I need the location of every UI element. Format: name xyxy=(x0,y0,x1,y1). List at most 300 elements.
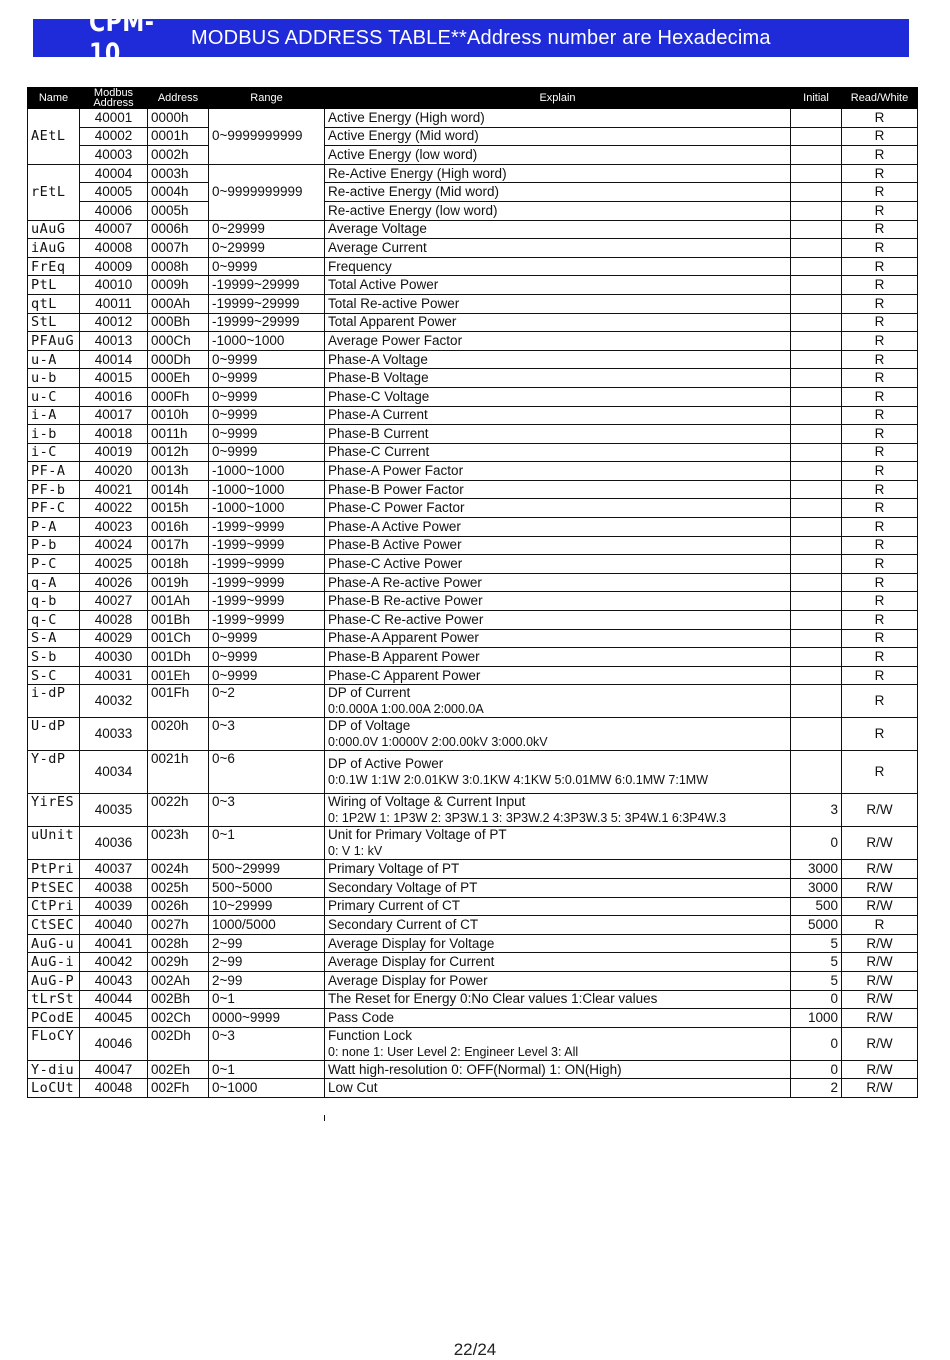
hex-address: 0008h xyxy=(148,257,209,276)
hex-address: 000Ah xyxy=(148,294,209,313)
read-write: R xyxy=(842,369,918,388)
modbus-address: 40011 xyxy=(80,294,148,313)
modbus-address: 40018 xyxy=(80,425,148,444)
explain-text: Phase-A Current xyxy=(325,406,791,425)
value-range: -19999~29999 xyxy=(209,276,325,295)
modbus-address: 40030 xyxy=(80,648,148,667)
value-range: 0~9999 xyxy=(209,666,325,685)
explain-text: Re-Active Energy (High word) xyxy=(325,164,791,183)
value-range: 0~9999 xyxy=(209,443,325,462)
read-write: R/W xyxy=(842,1079,918,1098)
value-range: 500~29999 xyxy=(209,860,325,879)
value-range: 0~6 xyxy=(209,751,325,794)
table-row xyxy=(28,555,918,574)
table-row xyxy=(28,827,918,860)
explain-text: Average Power Factor xyxy=(325,332,791,351)
hex-address: 0018h xyxy=(148,555,209,574)
display-symbol: q-C xyxy=(28,611,80,630)
initial-value: 0 xyxy=(791,990,842,1009)
display-symbol: LoCUt xyxy=(28,1079,80,1098)
explain-text xyxy=(325,827,791,860)
display-symbol: PtPri xyxy=(28,860,80,879)
modbus-address: 40044 xyxy=(80,990,148,1009)
initial-value xyxy=(791,146,842,165)
explain-title: Unit for Primary Voltage of PT xyxy=(328,827,507,843)
value-range: 0~9999 xyxy=(209,350,325,369)
initial-value xyxy=(791,257,842,276)
table-row xyxy=(28,239,918,258)
read-write: R xyxy=(842,629,918,648)
explain-text: Phase-C Voltage xyxy=(325,387,791,406)
col-header-modbus: Modbus Address xyxy=(80,88,148,109)
display-symbol: S-C xyxy=(28,666,80,685)
modbus-address: 40038 xyxy=(80,879,148,898)
table-row xyxy=(28,1060,918,1079)
read-write: R xyxy=(842,257,918,276)
hex-address: 0022h xyxy=(148,794,209,827)
table-row xyxy=(28,648,918,667)
modbus-address: 40013 xyxy=(80,332,148,351)
modbus-address: 40005 xyxy=(80,183,148,202)
modbus-address: 40003 xyxy=(80,146,148,165)
initial-value xyxy=(791,555,842,574)
modbus-address: 40015 xyxy=(80,369,148,388)
col-header-address: Address xyxy=(148,88,209,109)
table-row xyxy=(28,294,918,313)
read-write: R xyxy=(842,387,918,406)
hex-address: 001Eh xyxy=(148,666,209,685)
display-symbol: i-b xyxy=(28,425,80,444)
hex-address: 002Fh xyxy=(148,1079,209,1098)
display-symbol: AEtL xyxy=(28,109,80,165)
modbus-address: 40031 xyxy=(80,666,148,685)
hex-address: 0001h xyxy=(148,127,209,146)
hex-address: 0004h xyxy=(148,183,209,202)
value-range: -1999~9999 xyxy=(209,592,325,611)
explain-text: Phase-B Current xyxy=(325,425,791,444)
modbus-address: 40007 xyxy=(80,220,148,239)
hex-address: 0021h xyxy=(148,751,209,794)
value-range: 0~9999999999 xyxy=(209,164,325,220)
initial-value xyxy=(791,164,842,183)
display-symbol: i-dP xyxy=(28,685,80,718)
table-row xyxy=(28,146,918,165)
value-range: 0~9999 xyxy=(209,257,325,276)
read-write: R xyxy=(842,239,918,258)
value-range: 1000/5000 xyxy=(209,916,325,935)
explain-text: Average Display for Current xyxy=(325,953,791,972)
explain-text: Phase-B Power Factor xyxy=(325,480,791,499)
explain-text xyxy=(325,794,791,827)
explain-text xyxy=(325,751,791,794)
display-symbol: FrEq xyxy=(28,257,80,276)
table-row xyxy=(28,971,918,990)
hex-address: 0009h xyxy=(148,276,209,295)
modbus-address: 40039 xyxy=(80,897,148,916)
display-symbol: StL xyxy=(28,313,80,332)
explain-text: Low Cut xyxy=(325,1079,791,1098)
explain-text: The Reset for Energy 0:No Clear values 1:Clear values xyxy=(325,990,791,1009)
read-write: R/W xyxy=(842,1009,918,1028)
modbus-address: 40022 xyxy=(80,499,148,518)
table-row xyxy=(28,387,918,406)
explain-title: Wiring of Voltage & Current Input xyxy=(328,794,526,810)
initial-value: 1000 xyxy=(791,1009,842,1028)
value-range: 0~1 xyxy=(209,1060,325,1079)
read-write: R xyxy=(842,916,918,935)
hex-address: 0020h xyxy=(148,718,209,751)
explain-text: Phase-A Power Factor xyxy=(325,462,791,481)
table-row xyxy=(28,518,918,537)
display-symbol: PCodE xyxy=(28,1009,80,1028)
explain-options: 0: none 1: User Level 2: Engineer Level 3: All xyxy=(328,1044,579,1059)
display-symbol: P-A xyxy=(28,518,80,537)
initial-value xyxy=(791,443,842,462)
display-symbol: PF-C xyxy=(28,499,80,518)
explain-title: Function Lock xyxy=(328,1027,413,1043)
value-range: -1999~9999 xyxy=(209,555,325,574)
hex-address: 0015h xyxy=(148,499,209,518)
table-row xyxy=(28,443,918,462)
modbus-address: 40048 xyxy=(80,1079,148,1098)
explain-text: Phase-C Power Factor xyxy=(325,499,791,518)
modbus-address: 40027 xyxy=(80,592,148,611)
explain-text: Secondary Current of CT xyxy=(325,916,791,935)
hex-address: 0003h xyxy=(148,164,209,183)
read-write: R xyxy=(842,592,918,611)
table-row xyxy=(28,897,918,916)
modbus-address: 40006 xyxy=(80,201,148,220)
initial-value xyxy=(791,462,842,481)
read-write: R xyxy=(842,146,918,165)
value-range: 2~99 xyxy=(209,953,325,972)
hex-address: 0019h xyxy=(148,573,209,592)
read-write: R xyxy=(842,164,918,183)
initial-value xyxy=(791,387,842,406)
display-symbol: uAuG xyxy=(28,220,80,239)
value-range: 0~9999 xyxy=(209,648,325,667)
explain-text: Re-active Energy (Mid word) xyxy=(325,183,791,202)
modbus-address: 40016 xyxy=(80,387,148,406)
table-row xyxy=(28,1079,918,1098)
hex-address: 0016h xyxy=(148,518,209,537)
display-symbol: AuG-i xyxy=(28,953,80,972)
table-row xyxy=(28,953,918,972)
hex-address: 001Fh xyxy=(148,685,209,718)
explain-title: DP of Current xyxy=(328,685,411,701)
explain-text: Average Display for Voltage xyxy=(325,934,791,953)
value-range: -1000~1000 xyxy=(209,462,325,481)
table-row xyxy=(28,990,918,1009)
value-range: 0~9999 xyxy=(209,387,325,406)
table-row xyxy=(28,257,918,276)
modbus-address-table xyxy=(27,87,918,1098)
hex-address: 0024h xyxy=(148,860,209,879)
display-symbol: u-A xyxy=(28,350,80,369)
read-write: R xyxy=(842,332,918,351)
explain-options: 0:000.0V 1:0000V 2:00.00kV 3:000.0kV xyxy=(328,735,548,750)
model-name: CPM-10 xyxy=(89,7,155,69)
explain-text: Active Energy (Mid word) xyxy=(325,127,791,146)
hex-address: 0000h xyxy=(148,109,209,128)
hex-address: 0017h xyxy=(148,536,209,555)
initial-value xyxy=(791,201,842,220)
read-write: R/W xyxy=(842,1060,918,1079)
display-symbol: S-A xyxy=(28,629,80,648)
explain-text: Active Energy (low word) xyxy=(325,146,791,165)
table-row xyxy=(28,916,918,935)
value-range: 0~29999 xyxy=(209,239,325,258)
initial-value: 5 xyxy=(791,971,842,990)
initial-value xyxy=(791,611,842,630)
read-write: R xyxy=(842,406,918,425)
read-write: R/W xyxy=(842,990,918,1009)
modbus-address: 40026 xyxy=(80,573,148,592)
display-symbol: AuG-u xyxy=(28,934,80,953)
title-banner xyxy=(33,7,909,69)
initial-value xyxy=(791,518,842,537)
read-write: R xyxy=(842,276,918,295)
table-row xyxy=(28,629,918,648)
initial-value xyxy=(791,109,842,128)
hex-address: 001Ch xyxy=(148,629,209,648)
modbus-address: 40009 xyxy=(80,257,148,276)
initial-value xyxy=(791,127,842,146)
hex-address: 0027h xyxy=(148,916,209,935)
value-range: -1999~9999 xyxy=(209,611,325,630)
explain-text: Total Apparent Power xyxy=(325,313,791,332)
explain-text: Phase-C Current xyxy=(325,443,791,462)
hex-address: 002Dh xyxy=(148,1027,209,1060)
hex-address: 0005h xyxy=(148,201,209,220)
modbus-address: 40019 xyxy=(80,443,148,462)
table-row xyxy=(28,109,918,128)
hex-address: 002Eh xyxy=(148,1060,209,1079)
modbus-address: 40036 xyxy=(80,827,148,860)
explain-text: Primary Current of CT xyxy=(325,897,791,916)
read-write: R/W xyxy=(842,897,918,916)
read-write: R xyxy=(842,666,918,685)
display-symbol: CtSEC xyxy=(28,916,80,935)
modbus-address: 40010 xyxy=(80,276,148,295)
explain-text: Average Current xyxy=(325,239,791,258)
modbus-address: 40046 xyxy=(80,1027,148,1060)
read-write: R xyxy=(842,313,918,332)
display-symbol: YirES xyxy=(28,794,80,827)
initial-value: 5000 xyxy=(791,916,842,935)
explain-options: 0:0.1W 1:1W 2:0.01KW 3:0.1KW 4:1KW 5:0.01MW 6:0.1MW 7:1MW xyxy=(328,773,708,788)
hex-address: 001Ah xyxy=(148,592,209,611)
read-write: R xyxy=(842,573,918,592)
initial-value xyxy=(791,313,842,332)
table-row xyxy=(28,313,918,332)
read-write: R xyxy=(842,751,918,794)
explain-text: Frequency xyxy=(325,257,791,276)
read-write: R xyxy=(842,518,918,537)
table-row xyxy=(28,794,918,827)
read-write: R/W xyxy=(842,953,918,972)
table-title: MODBUS ADDRESS TABLE**Address number are Hexadecima xyxy=(191,26,771,49)
read-write: R/W xyxy=(842,971,918,990)
initial-value: 5 xyxy=(791,934,842,953)
value-range: -1999~9999 xyxy=(209,536,325,555)
explain-text: Active Energy (High word) xyxy=(325,109,791,128)
explain-text: Average Voltage xyxy=(325,220,791,239)
initial-value xyxy=(791,276,842,295)
value-range: 0~9999 xyxy=(209,629,325,648)
read-write: R/W xyxy=(842,860,918,879)
initial-value: 0 xyxy=(791,1060,842,1079)
display-symbol: i-C xyxy=(28,443,80,462)
table-row xyxy=(28,164,918,183)
value-range: -1000~1000 xyxy=(209,499,325,518)
table-row xyxy=(28,860,918,879)
modbus-address: 40028 xyxy=(80,611,148,630)
table-row xyxy=(28,369,918,388)
table-row xyxy=(28,1027,918,1060)
explain-text xyxy=(325,685,791,718)
table-row xyxy=(28,220,918,239)
value-range: 0~3 xyxy=(209,718,325,751)
divider-tick xyxy=(324,1115,325,1121)
read-write: R xyxy=(842,685,918,718)
read-write: R xyxy=(842,718,918,751)
table-row xyxy=(28,350,918,369)
read-write: R xyxy=(842,350,918,369)
read-write: R xyxy=(842,648,918,667)
modbus-address: 40035 xyxy=(80,794,148,827)
modbus-address: 40012 xyxy=(80,313,148,332)
value-range: 0~1 xyxy=(209,990,325,1009)
modbus-address: 40029 xyxy=(80,629,148,648)
table-row xyxy=(28,183,918,202)
initial-value xyxy=(791,648,842,667)
hex-address: 0010h xyxy=(148,406,209,425)
explain-text: Phase-A Active Power xyxy=(325,518,791,537)
table-row xyxy=(28,536,918,555)
explain-text: Pass Code xyxy=(325,1009,791,1028)
hex-address: 000Fh xyxy=(148,387,209,406)
read-write: R/W xyxy=(842,827,918,860)
value-range: -19999~29999 xyxy=(209,294,325,313)
read-write: R xyxy=(842,294,918,313)
explain-text: Watt high-resolution 0: OFF(Normal) 1: ON(High) xyxy=(325,1060,791,1079)
hex-address: 000Dh xyxy=(148,350,209,369)
read-write: R xyxy=(842,443,918,462)
value-range: 0~9999 xyxy=(209,425,325,444)
table-row xyxy=(28,462,918,481)
value-range: -1999~9999 xyxy=(209,573,325,592)
value-range: 2~99 xyxy=(209,971,325,990)
read-write: R xyxy=(842,536,918,555)
read-write: R xyxy=(842,201,918,220)
table-row xyxy=(28,611,918,630)
table-row xyxy=(28,934,918,953)
explain-text: Phase-C Re-active Power xyxy=(325,611,791,630)
hex-address: 0028h xyxy=(148,934,209,953)
value-range: 0~9999 xyxy=(209,406,325,425)
initial-value: 500 xyxy=(791,897,842,916)
hex-address: 0029h xyxy=(148,953,209,972)
explain-text: Average Display for Power xyxy=(325,971,791,990)
initial-value xyxy=(791,294,842,313)
explain-text: Phase-A Apparent Power xyxy=(325,629,791,648)
table-row xyxy=(28,201,918,220)
display-symbol: PFAuG xyxy=(28,332,80,351)
display-symbol: U-dP xyxy=(28,718,80,751)
initial-value xyxy=(791,480,842,499)
initial-value xyxy=(791,751,842,794)
initial-value xyxy=(791,685,842,718)
value-range: -1999~9999 xyxy=(209,518,325,537)
display-symbol: CtPri xyxy=(28,897,80,916)
read-write: R/W xyxy=(842,1027,918,1060)
read-write: R xyxy=(842,183,918,202)
hex-address: 0002h xyxy=(148,146,209,165)
modbus-address: 40042 xyxy=(80,953,148,972)
modbus-address: 40025 xyxy=(80,555,148,574)
display-symbol: PtSEC xyxy=(28,879,80,898)
col-header-name: Name xyxy=(28,88,80,109)
display-symbol: AuG-P xyxy=(28,971,80,990)
table-row xyxy=(28,480,918,499)
initial-value xyxy=(791,183,842,202)
value-range: 2~99 xyxy=(209,934,325,953)
initial-value xyxy=(791,220,842,239)
display-symbol: i-A xyxy=(28,406,80,425)
value-range: 0000~9999 xyxy=(209,1009,325,1028)
col-header-range: Range xyxy=(209,88,325,109)
initial-value: 0 xyxy=(791,1027,842,1060)
table-row xyxy=(28,685,918,718)
initial-value xyxy=(791,425,842,444)
display-symbol: FLoCY xyxy=(28,1027,80,1060)
display-symbol: Y-dP xyxy=(28,751,80,794)
modbus-address: 40047 xyxy=(80,1060,148,1079)
explain-text: Phase-C Apparent Power xyxy=(325,666,791,685)
read-write: R xyxy=(842,480,918,499)
initial-value xyxy=(791,350,842,369)
table-body xyxy=(28,109,918,1098)
explain-text xyxy=(325,1027,791,1060)
initial-value xyxy=(791,406,842,425)
modbus-address: 40033 xyxy=(80,718,148,751)
explain-text: Phase-A Re-active Power xyxy=(325,573,791,592)
explain-text: Phase-B Voltage xyxy=(325,369,791,388)
display-symbol: PF-A xyxy=(28,462,80,481)
col-header-initial: Initial xyxy=(791,88,842,109)
explain-text: Re-active Energy (low word) xyxy=(325,201,791,220)
explain-text xyxy=(325,718,791,751)
page-number: 22/24 xyxy=(453,1340,497,1359)
initial-value: 0 xyxy=(791,827,842,860)
explain-text: Primary Voltage of PT xyxy=(325,860,791,879)
col-header-explain: Explain xyxy=(325,88,791,109)
hex-address: 002Ah xyxy=(148,971,209,990)
table-row xyxy=(28,1009,918,1028)
display-symbol: PF-b xyxy=(28,480,80,499)
value-range: 0~2 xyxy=(209,685,325,718)
table-row xyxy=(28,879,918,898)
table-header-row xyxy=(28,88,918,109)
value-range: -1000~1000 xyxy=(209,480,325,499)
explain-text: Secondary Voltage of PT xyxy=(325,879,791,898)
modbus-address: 40032 xyxy=(80,685,148,718)
modbus-address: 40004 xyxy=(80,164,148,183)
initial-value xyxy=(791,629,842,648)
table-row xyxy=(28,751,918,794)
hex-address: 0025h xyxy=(148,879,209,898)
